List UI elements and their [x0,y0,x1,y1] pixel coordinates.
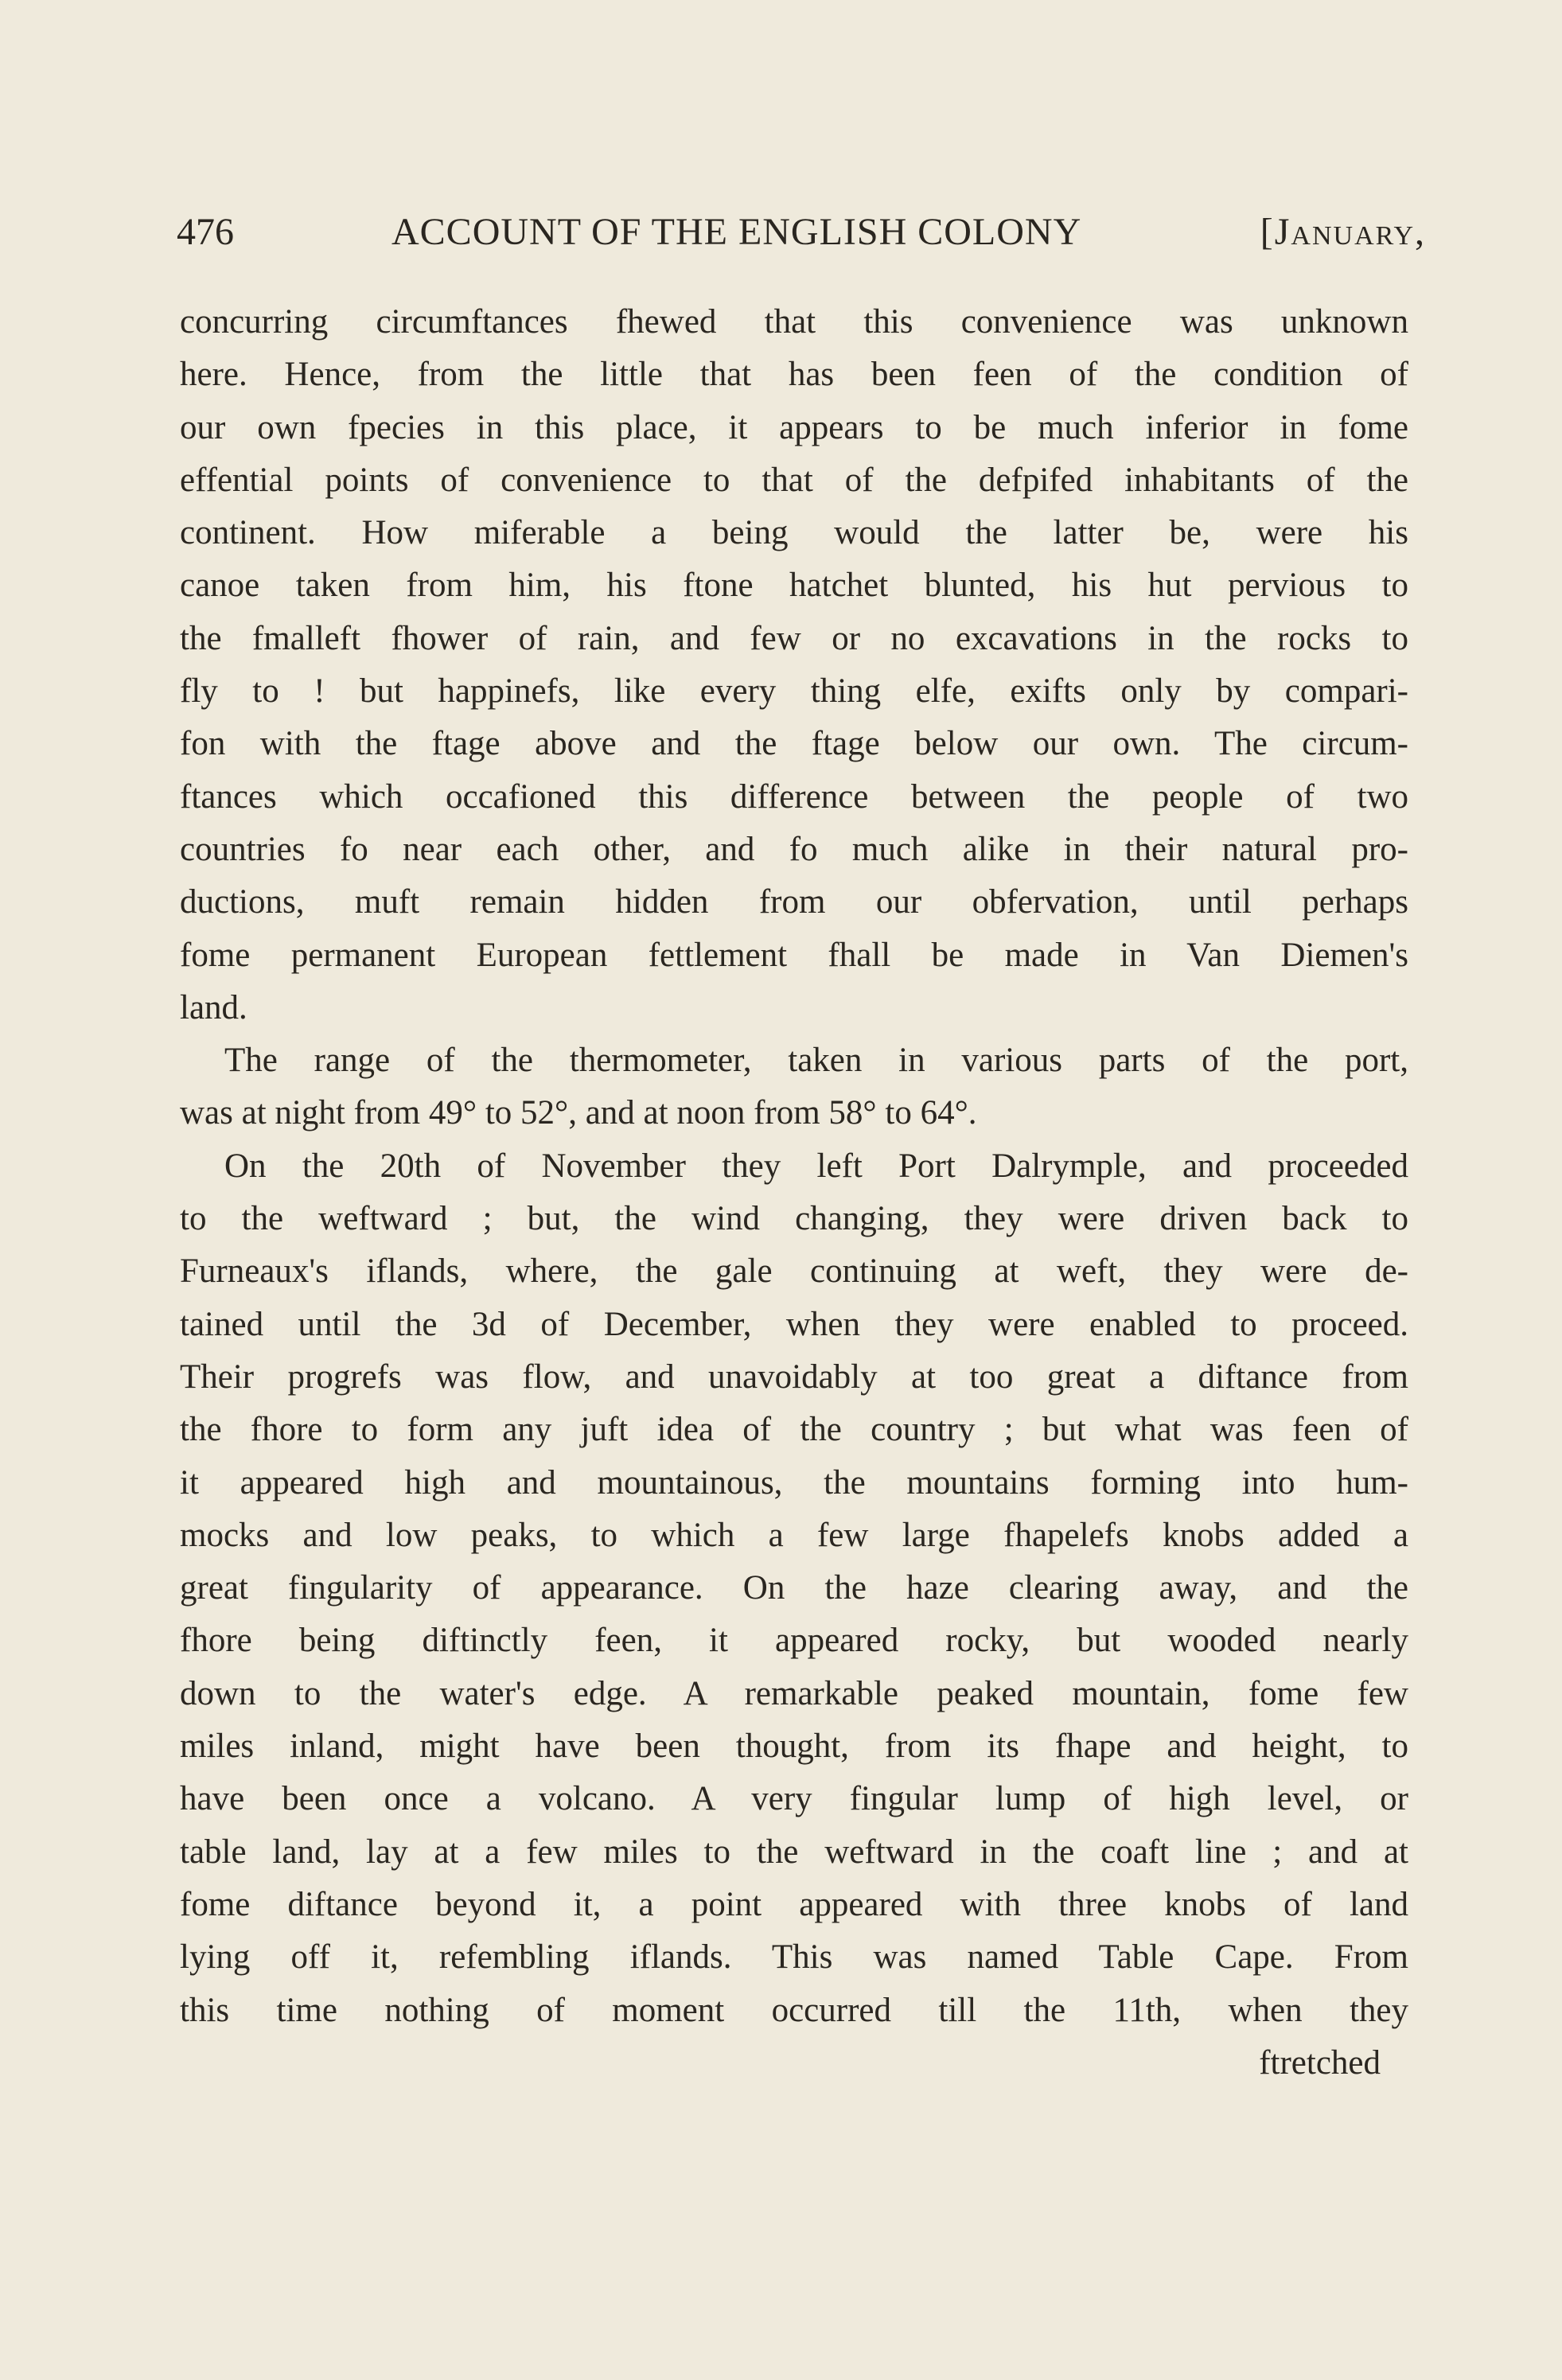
text-line: ductions, muft remain hidden from our obfervation, until perhaps [180,883,1408,921]
text-line: fome diftance beyond it, a point appeared with three knobs of land [180,1885,1408,1923]
page-number: 476 [177,211,234,253]
text-line: was at night from 49° to 52°, and at noon from 58° to 64°. [180,1094,977,1132]
catchword: ftretched [1259,2044,1381,2082]
text-line: fon with the ftage above and the ftage below our own. The circum- [180,725,1408,763]
text-line: miles inland, might have been thought, from its fhape and height, to [180,1728,1408,1766]
text-line: On the 20th of November they left Port Dalrymple, and proceeded [224,1147,1408,1185]
text-line: fhore being diftinctly feen, it appeared rocky, but wooded nearly [180,1622,1408,1660]
text-line: it appeared high and mountainous, the mountains forming into hum- [180,1463,1408,1502]
text-line: lying off it, refembling iflands. This was named Table Cape. From [180,1938,1408,1977]
text-line: our own fpecies in this place, it appears to be much inferior in fome [180,408,1408,446]
text-line: continent. How miferable a being would the latter be, were his [180,514,1408,552]
text-line: The range of the thermometer, taken in various parts of the port, [224,1042,1408,1080]
text-line: great fingularity of appearance. On the haze clearing away, and the [180,1569,1408,1607]
text-line: the fhore to form any juft idea of the country ; but what was feen of [180,1411,1408,1449]
text-line: table land, lay at a few miles to the weftward in the coaft line ; and at [180,1833,1408,1871]
text-line: mocks and low peaks, to which a few large fhapelefs knobs added a [180,1516,1408,1554]
text-line: countries fo near each other, and fo much alike in their natural pro- [180,830,1408,868]
page-header [177,208,1426,256]
text-line: fome permanent European fettlement fhall be made in Van Diemen's [180,936,1408,974]
text-line: the fmalleft fhower of rain, and few or no excavations in the rocks to [180,619,1408,657]
text-line: Their progrefs was flow, and unavoidably at too great a diftance from [180,1357,1408,1396]
running-month: [January, [1260,211,1426,253]
text-line: concurring circumftances fhewed that this convenience was unknown [180,303,1408,341]
text-line: effential points of convenience to that of the defpifed inhabitants of the [180,461,1408,499]
body-text [180,296,1408,2037]
text-line: to the weftward ; but, the wind changing, they were driven back to [180,1200,1408,1238]
text-line: this time nothing of moment occurred till the 11th, when they [180,1991,1408,2029]
text-line: here. Hence, from the little that has been feen of the condition of [180,356,1408,394]
text-line: land. [180,988,247,1026]
text-line: ftances which occafioned this difference between the people of two [180,777,1408,816]
text-line: down to the water's edge. A remarkable peaked mountain, fome few [180,1674,1408,1712]
text-line: have been once a volcano. A very fingular lump of high level, or [180,1780,1408,1818]
running-title: ACCOUNT OF THE ENGLISH COLONY [391,211,1082,253]
text-line: canoe taken from him, his ftone hatchet blunted, his hut pervious to [180,567,1408,605]
text-line: fly to ! but happinefs, like every thing elfe, exifts only by compari- [180,672,1408,711]
text-line: Furneaux's iflands, where, the gale continuing at weft, they were de- [180,1252,1408,1291]
text-line: tained until the 3d of December, when they were enabled to proceed. [180,1305,1408,1343]
